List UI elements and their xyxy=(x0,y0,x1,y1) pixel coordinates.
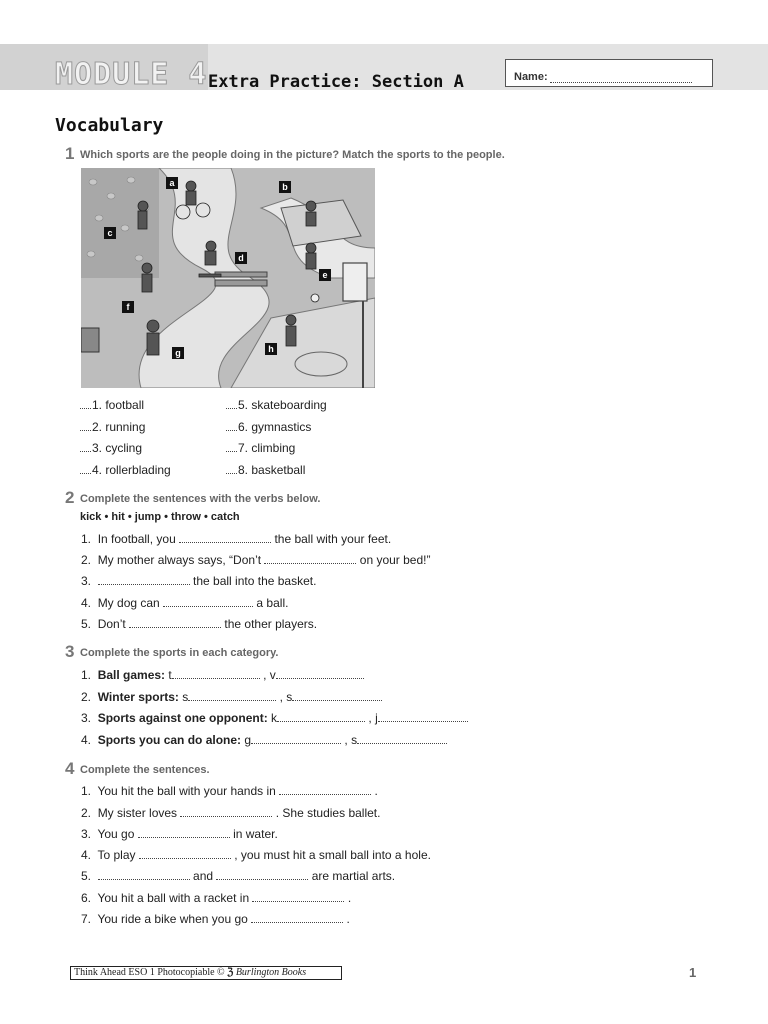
ex4-sentence-2: 2. My sister loves . She studies ballet. xyxy=(81,806,381,820)
ex3-item-3: 3. Sports against one opponent: k , j xyxy=(81,711,468,725)
ex3-item-4: 4. Sports you can do alone: g , s xyxy=(81,733,447,747)
footer-copyright: Think Ahead ESO 1 Photocopiable © ℨ Burlington Books xyxy=(70,966,342,980)
sports-illustration xyxy=(81,168,375,388)
exercise-2-number: 2 xyxy=(65,488,75,507)
match-answer-blank[interactable] xyxy=(80,441,91,452)
name-label: Name: xyxy=(514,71,548,83)
answer-blank[interactable] xyxy=(129,617,221,628)
name-box xyxy=(505,59,713,87)
match-item-4: 4. rollerblading xyxy=(80,463,171,477)
ex2-sentence-1: 1. In football, you the ball with your feet. xyxy=(81,532,392,546)
answer-blank[interactable] xyxy=(138,827,230,838)
answer-blank[interactable] xyxy=(98,869,190,880)
exercise-3-number: 3 xyxy=(65,642,75,661)
match-item-5: 5. skateboarding xyxy=(226,398,327,412)
answer-blank[interactable] xyxy=(276,668,364,679)
burlington-logo-icon: ℨ xyxy=(227,967,234,978)
word-box: kick • hit • jump • throw • catch xyxy=(80,511,240,523)
page-number: 1 xyxy=(689,965,697,980)
picture-tag-h: h xyxy=(265,343,277,355)
ex4-sentence-4: 4. To play , you must hit a small ball into a hole. xyxy=(81,848,431,862)
match-answer-blank[interactable] xyxy=(226,420,237,431)
answer-blank[interactable] xyxy=(277,711,365,722)
exercise-1-instruction: Which sports are the people doing in the picture? Match the sports to the people. xyxy=(80,149,505,161)
match-answer-blank[interactable] xyxy=(226,441,237,452)
match-item-8: 8. basketball xyxy=(226,463,305,477)
answer-blank[interactable] xyxy=(252,891,344,902)
ex2-sentence-4: 4. My dog can a ball. xyxy=(81,596,289,610)
picture-tag-a: a xyxy=(166,177,178,189)
ex2-sentence-3: 3. the ball into the basket. xyxy=(81,574,317,588)
match-item-1: 1. football xyxy=(80,398,144,412)
answer-blank[interactable] xyxy=(188,690,276,701)
ex4-sentence-6: 6. You hit a ball with a racket in . xyxy=(81,891,352,905)
answer-blank[interactable] xyxy=(163,596,253,607)
page-title: Extra Practice: Section A xyxy=(208,72,464,92)
match-item-2: 2. running xyxy=(80,420,145,434)
match-answer-blank[interactable] xyxy=(80,398,91,409)
picture-tag-b: b xyxy=(279,181,291,193)
ex2-sentence-5: 5. Don’t the other players. xyxy=(81,617,318,631)
picture-tag-f: f xyxy=(122,301,134,313)
answer-blank[interactable] xyxy=(357,733,447,744)
answer-blank[interactable] xyxy=(179,532,271,543)
answer-blank[interactable] xyxy=(172,668,260,679)
match-item-6: 6. gymnastics xyxy=(226,420,311,434)
answer-blank[interactable] xyxy=(251,733,341,744)
ex4-sentence-7: 7. You ride a bike when you go . xyxy=(81,912,350,926)
answer-blank[interactable] xyxy=(251,912,343,923)
ex4-sentence-1: 1. You hit the ball with your hands in . xyxy=(81,784,378,798)
match-answer-blank[interactable] xyxy=(80,420,91,431)
answer-blank[interactable] xyxy=(139,848,231,859)
answer-blank[interactable] xyxy=(292,690,382,701)
exercise-4-instruction: Complete the sentences. xyxy=(80,764,210,776)
answer-blank[interactable] xyxy=(98,574,190,585)
match-answer-blank[interactable] xyxy=(226,463,237,474)
ex2-sentence-2: 2. My mother always says, “Don’t on your bed!” xyxy=(81,553,431,567)
picture-tag-d: d xyxy=(235,252,247,264)
answer-blank[interactable] xyxy=(180,806,272,817)
ex4-sentence-3: 3. You go in water. xyxy=(81,827,278,841)
section-title: Vocabulary xyxy=(55,115,164,136)
module-label: MODULE 4 xyxy=(55,57,208,92)
answer-blank[interactable] xyxy=(216,869,308,880)
ex3-item-2: 2. Winter sports: s , s xyxy=(81,690,382,704)
ex3-item-1: 1. Ball games: t , v xyxy=(81,668,364,682)
match-answer-blank[interactable] xyxy=(80,463,91,474)
name-line[interactable] xyxy=(550,82,692,83)
answer-blank[interactable] xyxy=(264,553,356,564)
picture-tag-g: g xyxy=(172,347,184,359)
match-answer-blank[interactable] xyxy=(226,398,237,409)
exercise-3-instruction: Complete the sports in each category. xyxy=(80,647,279,659)
picture-tag-c: c xyxy=(104,227,116,239)
answer-blank[interactable] xyxy=(378,711,468,722)
answer-blank[interactable] xyxy=(279,784,371,795)
picture-tag-e: e xyxy=(319,269,331,281)
exercise-1-number: 1 xyxy=(65,144,75,163)
match-item-3: 3. cycling xyxy=(80,441,142,455)
match-item-7: 7. climbing xyxy=(226,441,295,455)
exercise-2-instruction: Complete the sentences with the verbs below. xyxy=(80,493,321,505)
ex4-sentence-5: 5. and are martial arts. xyxy=(81,869,396,883)
exercise-4-number: 4 xyxy=(65,759,75,778)
